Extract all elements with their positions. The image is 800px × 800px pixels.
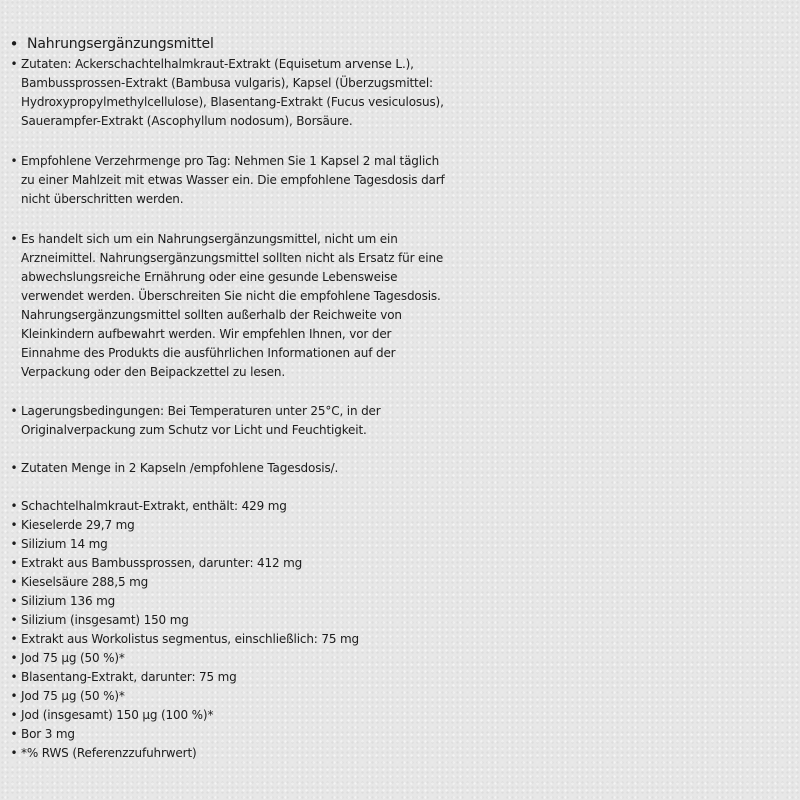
bullet-icon: • <box>10 404 18 418</box>
list-item-text: Extrakt aus Workolistus segmentus, einschließlich: 75 mg <box>21 632 359 646</box>
bullet-icon: • <box>10 670 18 684</box>
dosage-text: Empfohlene Verzehrmenge pro Tag: Nehmen Sie 1 Kapsel 2 mal täglich zu einer Mahlzeit mit etwas Wasser ein. Die empfohlene Tagesdosis darf nicht überschritten werden. <box>21 154 445 206</box>
bullet-icon: • <box>10 708 18 722</box>
list-item-text: Silizium 136 mg <box>21 594 116 608</box>
list-item <box>9 535 549 554</box>
bullet-icon: • <box>10 556 18 570</box>
bullet-icon: • <box>10 461 18 475</box>
warning-paragraph <box>9 230 549 382</box>
footnote-text: *% RWS (Referenzzufuhrwert) <box>21 746 197 760</box>
list-item <box>9 649 549 668</box>
bullet-icon: • <box>10 499 18 513</box>
list-item <box>9 516 549 535</box>
list-item <box>9 725 549 744</box>
list-item-text: Silizium 14 mg <box>21 537 108 551</box>
composition-list <box>9 497 549 763</box>
list-item-text: Bor 3 mg <box>21 727 75 741</box>
list-item-text: Kieselsäure 288,5 mg <box>21 575 149 589</box>
list-item <box>9 668 549 687</box>
bullet-icon: • <box>10 651 18 665</box>
list-item-text: Schachtelhalmkraut-Extrakt, enthält: 429 mg <box>21 499 287 513</box>
list-item <box>9 554 549 573</box>
bullet-icon: • <box>10 518 18 532</box>
warning-text: Es handelt sich um ein Nahrungsergänzungsmittel, nicht um ein Arzneimittel. Nahrungsergänzungsmittel sollten nicht als Ersatz für eine abwechslungsreiche Ernährung oder eine gesunde Lebensweise verwendet werden. Überschreiten Sie nicht die empfohlene Tagesdosis. Nahrungsergänzungsmittel sollten außerhalb der Reichweite von Kleinkindern aufbewahrt werden. Wir empfehlen Ihnen, vor der Einnahme des Produkts die ausführlichen Informationen auf der Verpackung oder den Beipackzettel zu lesen. <box>21 232 444 379</box>
list-item-text: Jod (insgesamt) 150 µg (100 %)* <box>21 708 214 722</box>
bullet-icon: • <box>10 594 18 608</box>
bullet-icon: • <box>9 35 19 53</box>
composition-heading-paragraph <box>9 459 549 478</box>
page-title: Nahrungsergänzungsmittel <box>27 36 214 52</box>
composition-heading-text: Zutaten Menge in 2 Kapseln /empfohlene Tagesdosis/. <box>21 461 339 475</box>
bullet-icon: • <box>10 632 18 646</box>
bullet-icon: • <box>10 154 18 168</box>
list-item <box>9 687 549 706</box>
storage-text: Lagerungsbedingungen: Bei Temperaturen unter 25°C, in der Originalverpackung zum Schutz vor Licht und Feuchtigkeit. <box>21 404 381 437</box>
bullet-icon: • <box>10 746 18 760</box>
list-item <box>9 497 549 516</box>
list-item-text: Jod 75 µg (50 %)* <box>21 689 125 703</box>
bullet-icon: • <box>10 232 18 246</box>
list-item <box>9 630 549 649</box>
bullet-icon: • <box>10 689 18 703</box>
list-item-text: Silizium (insgesamt) 150 mg <box>21 613 189 627</box>
list-item <box>9 592 549 611</box>
list-item <box>9 611 549 630</box>
list-item <box>9 744 549 763</box>
bullet-icon: • <box>10 727 18 741</box>
list-item-text: Kieselerde 29,7 mg <box>21 518 135 532</box>
ingredients-paragraph <box>9 55 549 131</box>
bullet-icon: • <box>10 613 18 627</box>
list-item-text: Extrakt aus Bambussprossen, darunter: 412 mg <box>21 556 303 570</box>
bullet-icon: • <box>10 57 18 71</box>
heading-block <box>9 34 549 54</box>
bullet-icon: • <box>10 537 18 551</box>
storage-paragraph <box>9 402 549 440</box>
list-item-text: Jod 75 µg (50 %)* <box>21 651 125 665</box>
list-item-text: Blasentang-Extrakt, darunter: 75 mg <box>21 670 237 684</box>
list-item <box>9 573 549 592</box>
dosage-paragraph <box>9 152 549 209</box>
list-item <box>9 706 549 725</box>
bullet-icon: • <box>10 575 18 589</box>
ingredients-text: Zutaten: Ackerschachtelhalmkraut-Extrakt (Equisetum arvense L.), Bambussprossen-Extrakt (Bambusa vulgaris), Kapsel (Überzugsmittel: Hydroxypropylmethylcellulose), Blasentang-Extrakt (Fucus vesiculosus), Sauerampfer-Extrakt (Ascophyllum nodosum), Borsäure. <box>21 57 444 128</box>
